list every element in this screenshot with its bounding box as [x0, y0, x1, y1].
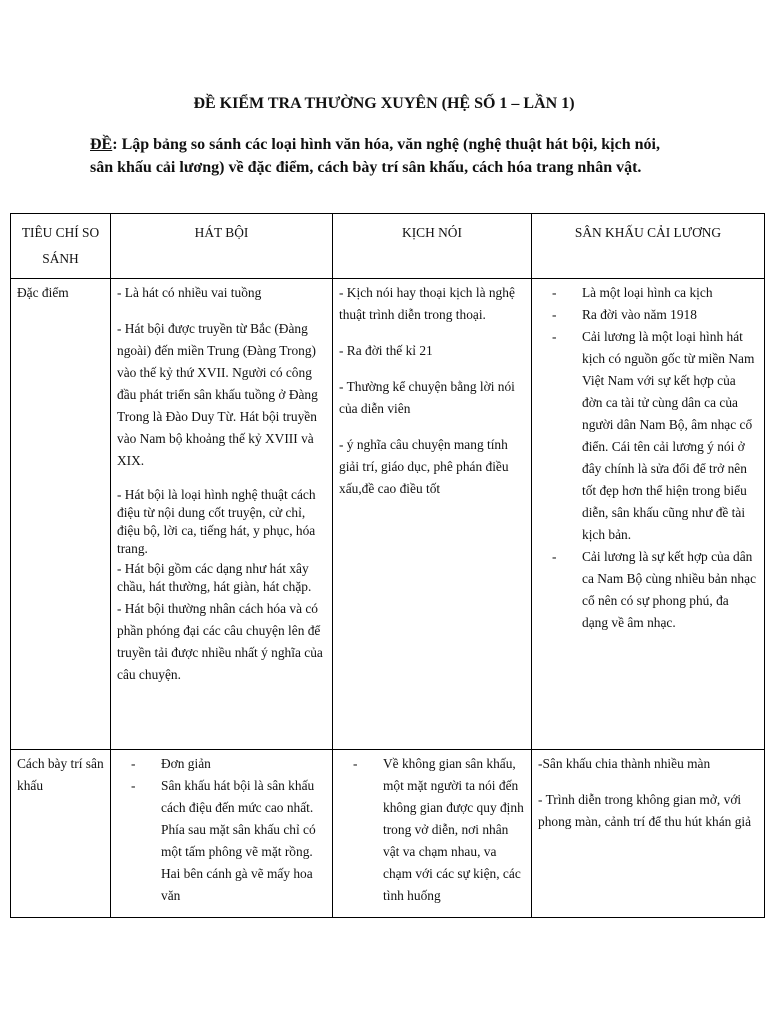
cell-cai-luong-bay-tri	[532, 750, 765, 918]
cell-hat-boi-dac-diem	[111, 279, 333, 750]
header-hat-boi: HÁT BỘI	[111, 214, 333, 279]
paragraph: - Trình diễn trong không gian mở, với phong màn, cảnh trí để thu hút khán giả	[538, 792, 752, 829]
list-item: - Về không gian sân khấu, một mặt người ta nói đến không gian được quy định trong vở diễn, nơi nhân vật va chạm nhau, va chạm với các sự kiện, các tình huống	[339, 753, 525, 907]
header-cai-luong: SÂN KHẤU CẢI LƯƠNG	[532, 214, 765, 279]
list-item: - Sân khấu hát bội là sân khấu cách điệu đến mức cao nhất. Phía sau mặt sân khấu chỉ có một tấm phông vẽ mặt rồng. Hai bên cánh gà vẽ mấy hoa văn	[117, 775, 326, 907]
paragraph: - Hát bội gồm các dạng như hát xây chầu, hát thường, hát giàn, hát chặp.	[117, 561, 312, 594]
prompt-label: ĐỀ	[90, 136, 113, 153]
paragraph: - ý nghĩa câu chuyện mang tính giải trí, giáo dục, phê phán điều xấu,đề cao điều tốt	[339, 437, 509, 496]
paragraph: - Ra đời thế kỉ 21	[339, 343, 433, 358]
paragraph: -Sân khấu chia thành nhiều màn	[538, 756, 711, 771]
dash-list	[538, 282, 758, 634]
cell-cai-luong-dac-diem	[532, 279, 765, 750]
comparison-table	[10, 213, 765, 918]
prompt	[90, 133, 670, 179]
paragraph: - Hát bội là loại hình nghệ thuật cách điệu từ nội dung cốt truyện, cử chỉ, điệu bộ, lời ca, tiếng hát, y phục, hóa trang.	[117, 487, 316, 556]
header-criteria: TIÊU CHÍ SO SÁNH	[11, 214, 111, 279]
cell-kich-noi-bay-tri	[333, 750, 532, 918]
table-row	[11, 279, 765, 750]
list-item: - Cải lương là một loại hình hát kịch có nguồn gốc từ miền Nam Việt Nam với sự kết hợp của đờn ca tài tử cùng dân ca của người dân Nam Bộ, âm nhạc cổ điển. Cái tên cải lương ý nói ở đây chính là sửa đổi để trở nên tốt đẹp hơn thể hiện trong biểu diễn, sân khấu cũng như đề tài kịch bản.	[538, 326, 758, 546]
list-item: - Đơn giản	[117, 753, 326, 775]
paragraph: - Kịch nói hay thoại kịch là nghệ thuật trình diễn trong thoại.	[339, 285, 515, 322]
table-row	[11, 750, 765, 918]
list-item: - Cải lương là sự kết hợp của dân ca Nam Bộ cùng nhiều bản nhạc cổ nên có sự phong phú, đa dạng về âm nhạc.	[538, 546, 758, 634]
row-label-dac-diem: Đặc điểm	[11, 279, 111, 750]
paragraph: - Là hát có nhiều vai tuồng	[117, 285, 262, 300]
paragraph: - Thường kể chuyện bằng lời nói của diễn viên	[339, 379, 515, 416]
page-title: ĐỀ KIỂM TRA THƯỜNG XUYÊN (HỆ SỐ 1 – LẦN 1)	[193, 95, 575, 112]
header-row	[11, 214, 765, 279]
list-item: - Là một loại hình ca kịch	[538, 282, 758, 304]
dash-list	[117, 753, 326, 907]
cell-hat-boi-bay-tri	[111, 750, 333, 918]
list-item: - Ra đời vào năm 1918	[538, 304, 758, 326]
row-label-bay-tri: Cách bày trí sân khấu	[11, 750, 111, 918]
paragraph: - Hát bội được truyền từ Bắc (Đàng ngoài) đến miền Trung (Đàng Trong) vào thế kỷ thứ XVII. Người có công đầu phát triển sân khấu tuồng ở Đàng Trong là Đào Duy Từ. Hát bội truyền vào Nam bộ khoảng thế kỷ XVIII và XIX.	[117, 321, 318, 468]
prompt-text: : Lập bảng so sánh các loại hình văn hóa, văn nghệ (nghệ thuật hát bội, kịch nói, sân khấu cải lương) về đặc điểm, cách bày trí sân khấu, cách hóa trang nhân vật.	[90, 136, 660, 176]
header-kich-noi: KỊCH NÓI	[333, 214, 532, 279]
paragraph: - Hát bội thường nhân cách hóa và có phần phóng đại các câu chuyện lên để truyền tải được nhiều nhất ý nghĩa của câu chuyện.	[117, 601, 323, 682]
dash-list	[339, 753, 525, 907]
cell-kich-noi-dac-diem	[333, 279, 532, 750]
